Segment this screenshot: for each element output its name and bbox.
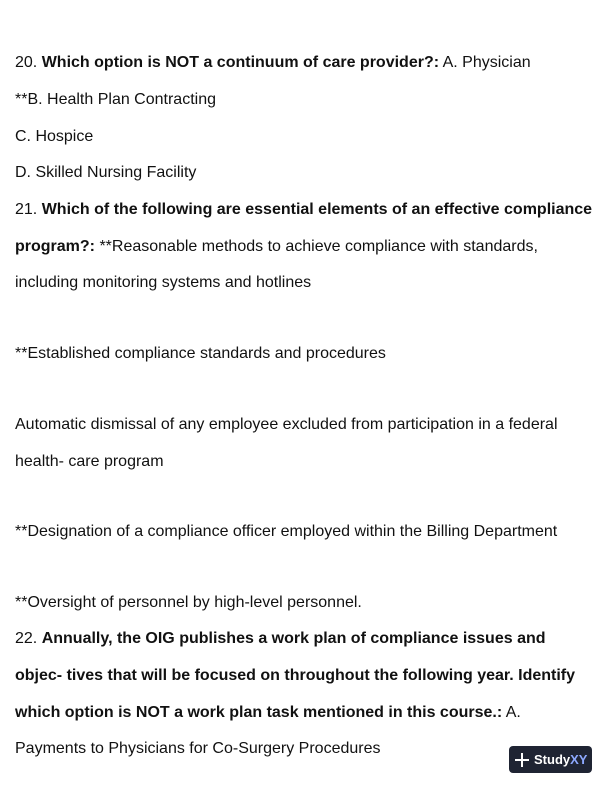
q22-question-line3: which option is NOT a work plan task mentioned in this course.: — [15, 704, 503, 721]
q21-item3-line2: health- care program — [15, 453, 164, 470]
q22-question-line1: Annually, the OIG publishes a work plan of compliance issues and — [41, 630, 546, 647]
q20-line — [15, 53, 531, 73]
q21-number: 21. — [15, 201, 38, 218]
q21-item2: **Established compliance standards and procedures — [15, 345, 386, 362]
badge-text-main: Study — [534, 752, 571, 767]
q21-answer-line2: including monitoring systems and hotlines — [15, 274, 312, 291]
badge-label — [534, 752, 587, 767]
q22-option-a-start: A. — [505, 704, 521, 721]
badge-text-accent: XY — [570, 752, 588, 767]
q21-answer-line1: **Reasonable methods to achieve compliance with standards, — [99, 238, 538, 255]
q22-line1 — [15, 629, 546, 649]
q20-option-b: **B. Health Plan Contracting — [15, 91, 216, 108]
q21-item5: **Oversight of personnel by high-level personnel. — [15, 594, 362, 611]
q21-line2 — [15, 237, 538, 257]
q22-line3 — [15, 703, 521, 723]
q21-line1 — [15, 200, 592, 220]
q21-item3-line1: Automatic dismissal of any employee excluded from participation in a federal — [15, 416, 558, 433]
q21-item4: **Designation of a compliance officer employed within the Billing Department — [15, 523, 558, 540]
plus-sparkle-icon — [515, 753, 529, 767]
q22-option-a-rest: Payments to Physicians for Co-Surgery Procedures — [15, 740, 381, 757]
q20-option-a: A. Physician — [442, 54, 531, 71]
q20-option-c: C. Hospice — [15, 128, 94, 145]
q21-question-line1: Which of the following are essential elements of an effective compliance — [41, 201, 593, 218]
q22-question-line2: objec- tives that will be focused on throughout the following year. Identify — [15, 667, 576, 684]
q20-question: Which option is NOT a continuum of care provider?: — [41, 54, 440, 71]
q20-number: 20. — [15, 54, 38, 71]
q21-question-line2: program?: — [15, 238, 95, 255]
q22-number: 22. — [15, 630, 38, 647]
studyxy-badge[interactable] — [509, 746, 592, 773]
q20-option-d: D. Skilled Nursing Facility — [15, 164, 197, 181]
